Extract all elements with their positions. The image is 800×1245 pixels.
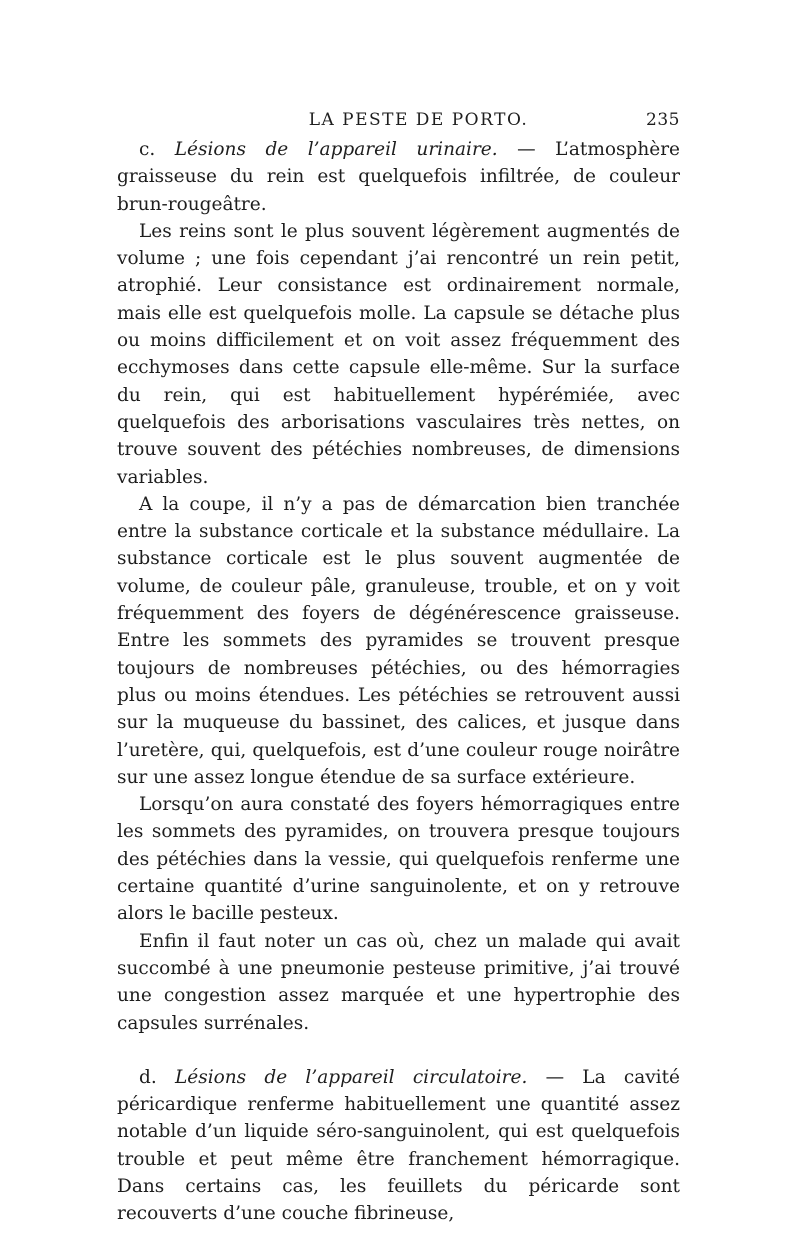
paragraph-reins: Les reins sont le plus souvent légèrement augmentés de volume ; une fois cependant j’ai rencontré un rein petit, atrophié. Leur consistance est ordinairement normale, mais elle est quelquefois molle. La capsule se détache plus ou moins difficilement et on voit assez fréquemment des ecchymoses dans cette capsule elle-même. Sur la surface du rein, qui est habituellement hypérémiée, avec quelquefois des arborisations vasculaires très nettes, on trouve souvent des pétéchies nombreuses, de dimensions variables. <box>117 220 680 488</box>
book-page <box>117 110 680 1228</box>
running-header <box>117 110 680 136</box>
section-d-intro: — La cavité péricardique renferme habituellement une quantité assez notable d’un liquide séro-sanguinolent, qui est quelquefois trouble et peut même être franchement hémorragique. Dans certains cas, les feuillets du péricarde sont recouverts d’une couche fibrineuse, <box>117 1066 680 1225</box>
section-d-marker: d. <box>139 1066 157 1088</box>
body-text <box>117 136 680 1228</box>
section-c-opening <box>117 136 680 218</box>
page-number: 235 <box>646 110 680 130</box>
section-d-opening <box>117 1064 680 1228</box>
section-c-heading: Lésions de l’appareil urinaire. <box>174 139 498 160</box>
paragraph-coupe: A la coupe, il n’y a pas de démarcation bien tranchée entre la substance corticale et la substance médullaire. La substance corticale est le plus souvent augmentée de volume, de couleur pâle, granuleuse, trouble, et on y voit fréquemment des foyers de dégénérescence graisseuse. Entre les sommets des pyramides se trouvent presque toujours de nombreuses pétéchies, ou des hémorragies plus ou moins étendues. Les pétéchies se retrouvent aussi sur la muqueuse du bassinet, des calices, et jusque dans l’uretère, qui, quelquefois, est d’une couleur rouge noirâtre sur une assez longue étendue de sa surface extérieure. <box>117 493 680 788</box>
section-c-intro: — L’atmosphère graisseuse du rein est quelquefois infiltrée, de couleur brun-rougeâtre. <box>117 139 681 215</box>
section-d-heading: Lésions de l’appareil circulatoire. <box>174 1066 528 1088</box>
section-c-marker: c. <box>139 139 156 160</box>
paragraph-capsules: Enfin il faut noter un cas où, chez un malade qui avait succombé à une pneumonie pesteuse primitive, j’ai trouvé une congestion assez marquée et une hypertrophie des capsules surrénales. <box>117 930 680 1034</box>
paragraph-foyers: Lorsqu’on aura constaté des foyers hémorragiques entre les sommets des pyramides, on trouvera presque toujours des pétéchies dans la vessie, qui quelquefois renferme une certaine quantité d’urine sanguinolente, et on y retrouve alors le bacille pesteux. <box>117 794 680 925</box>
running-title: LA PESTE DE PORTO. <box>308 110 529 130</box>
